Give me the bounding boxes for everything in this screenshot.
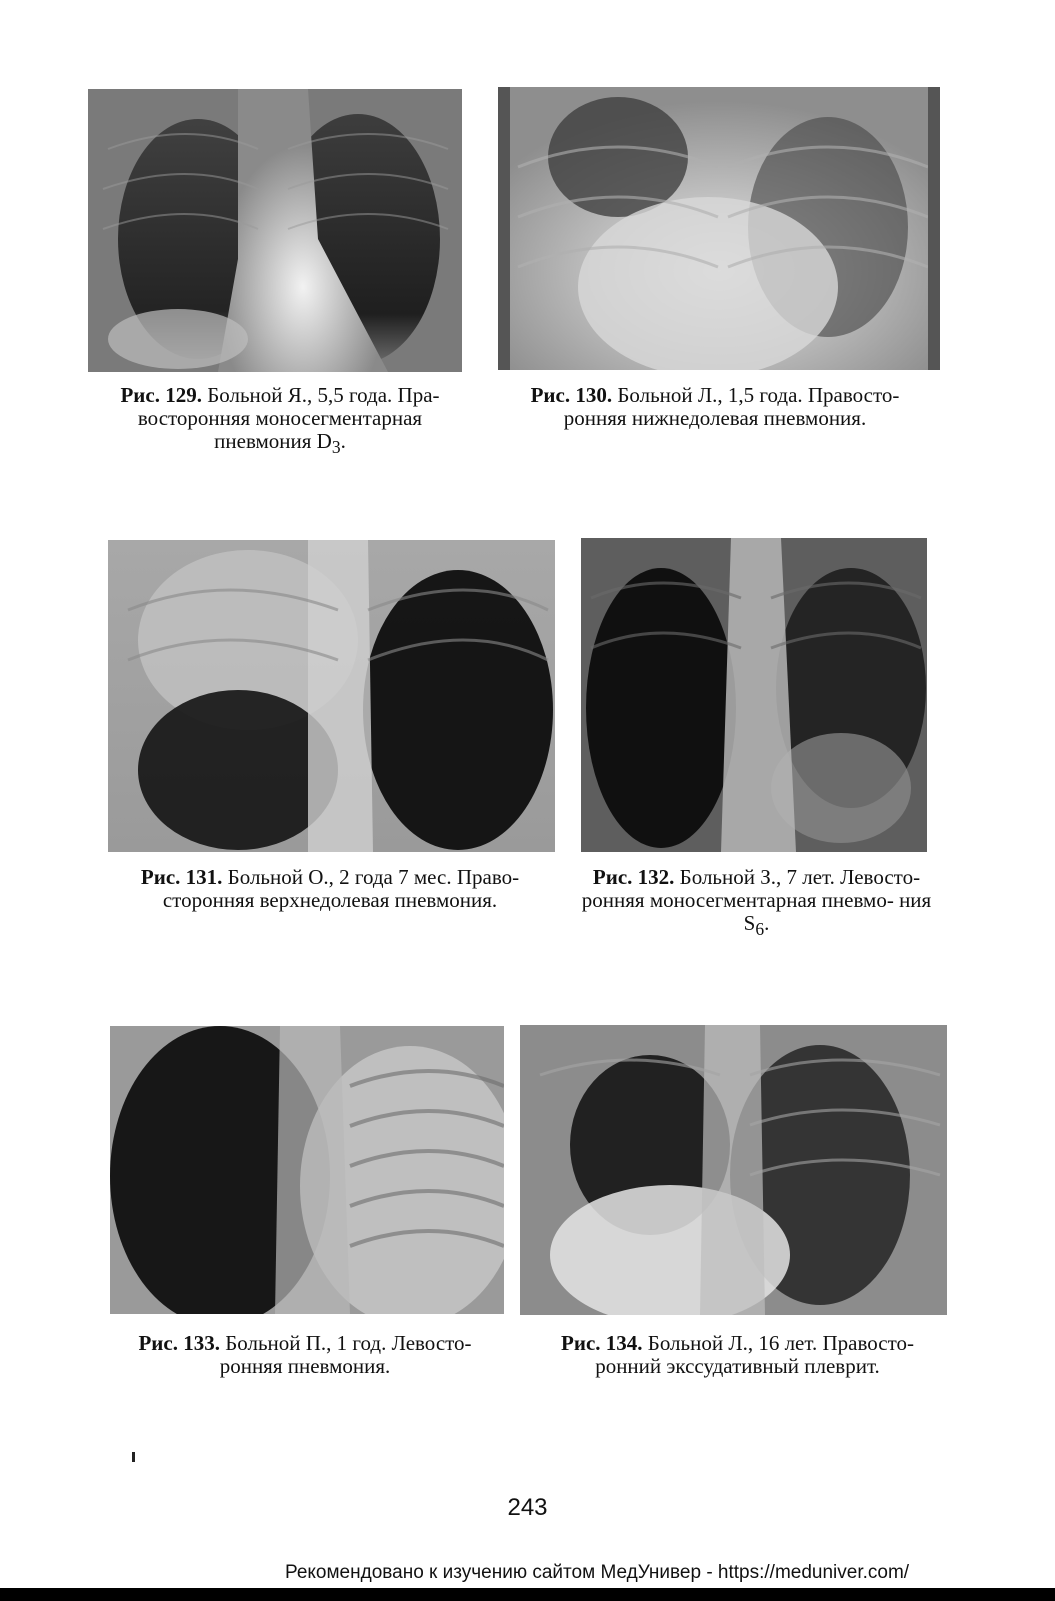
figure-text: Больной О., 2 года 7 мес. Право- сторонняя верхнедолевая пневмония. bbox=[162, 865, 520, 912]
xray-image-131 bbox=[108, 540, 555, 852]
scan-speck bbox=[132, 1452, 135, 1462]
figure-caption-132 bbox=[574, 866, 939, 941]
figure-caption-130 bbox=[515, 384, 915, 430]
figure-label: Рис. 131. bbox=[140, 865, 223, 889]
xray-image-130 bbox=[498, 87, 940, 370]
footer-note: Рекомендовано к изучению сайтом МедУнивер - https://meduniver.com/ bbox=[285, 1562, 910, 1583]
figure-caption-133 bbox=[110, 1332, 500, 1378]
figure-label: Рис. 133. bbox=[138, 1331, 220, 1355]
figure-text: Больной П., 1 год. Левосто- ронняя пневмония. bbox=[219, 1331, 472, 1378]
xray-image-134 bbox=[520, 1025, 947, 1315]
scan-border bbox=[0, 1588, 1055, 1601]
figure-text: Больной Я., 5,5 года. Пра- восторонняя моносегментарная пневмония D bbox=[137, 383, 440, 453]
figure-text: Больной Л., 1,5 года. Правосто- ронняя нижнедолевая пневмония. bbox=[563, 383, 900, 430]
figure-subscript: 3 bbox=[331, 437, 341, 458]
xray-image-129 bbox=[88, 89, 462, 372]
figure-text: Больной З., 7 лет. Левосто- ронняя моносегментарная пневмо- ния S bbox=[581, 865, 932, 935]
figure-label: Рис. 132. bbox=[592, 865, 675, 889]
page-number: 243 bbox=[507, 1494, 548, 1521]
figure-label: Рис. 130. bbox=[530, 383, 613, 407]
figure-tail: . bbox=[764, 911, 770, 935]
figure-tail: . bbox=[340, 429, 346, 453]
figure-caption-129 bbox=[110, 384, 450, 459]
figure-label: Рис. 129. bbox=[120, 383, 202, 407]
figure-text: Больной Л., 16 лет. Правосто- ронний экссудативный плеврит. bbox=[595, 1331, 914, 1378]
figure-caption-131 bbox=[110, 866, 550, 912]
figure-label: Рис. 134. bbox=[561, 1331, 643, 1355]
xray-image-132 bbox=[581, 538, 927, 852]
xray-image-133 bbox=[110, 1026, 504, 1314]
figure-caption-134 bbox=[535, 1332, 940, 1378]
figure-subscript: 6 bbox=[755, 919, 765, 940]
